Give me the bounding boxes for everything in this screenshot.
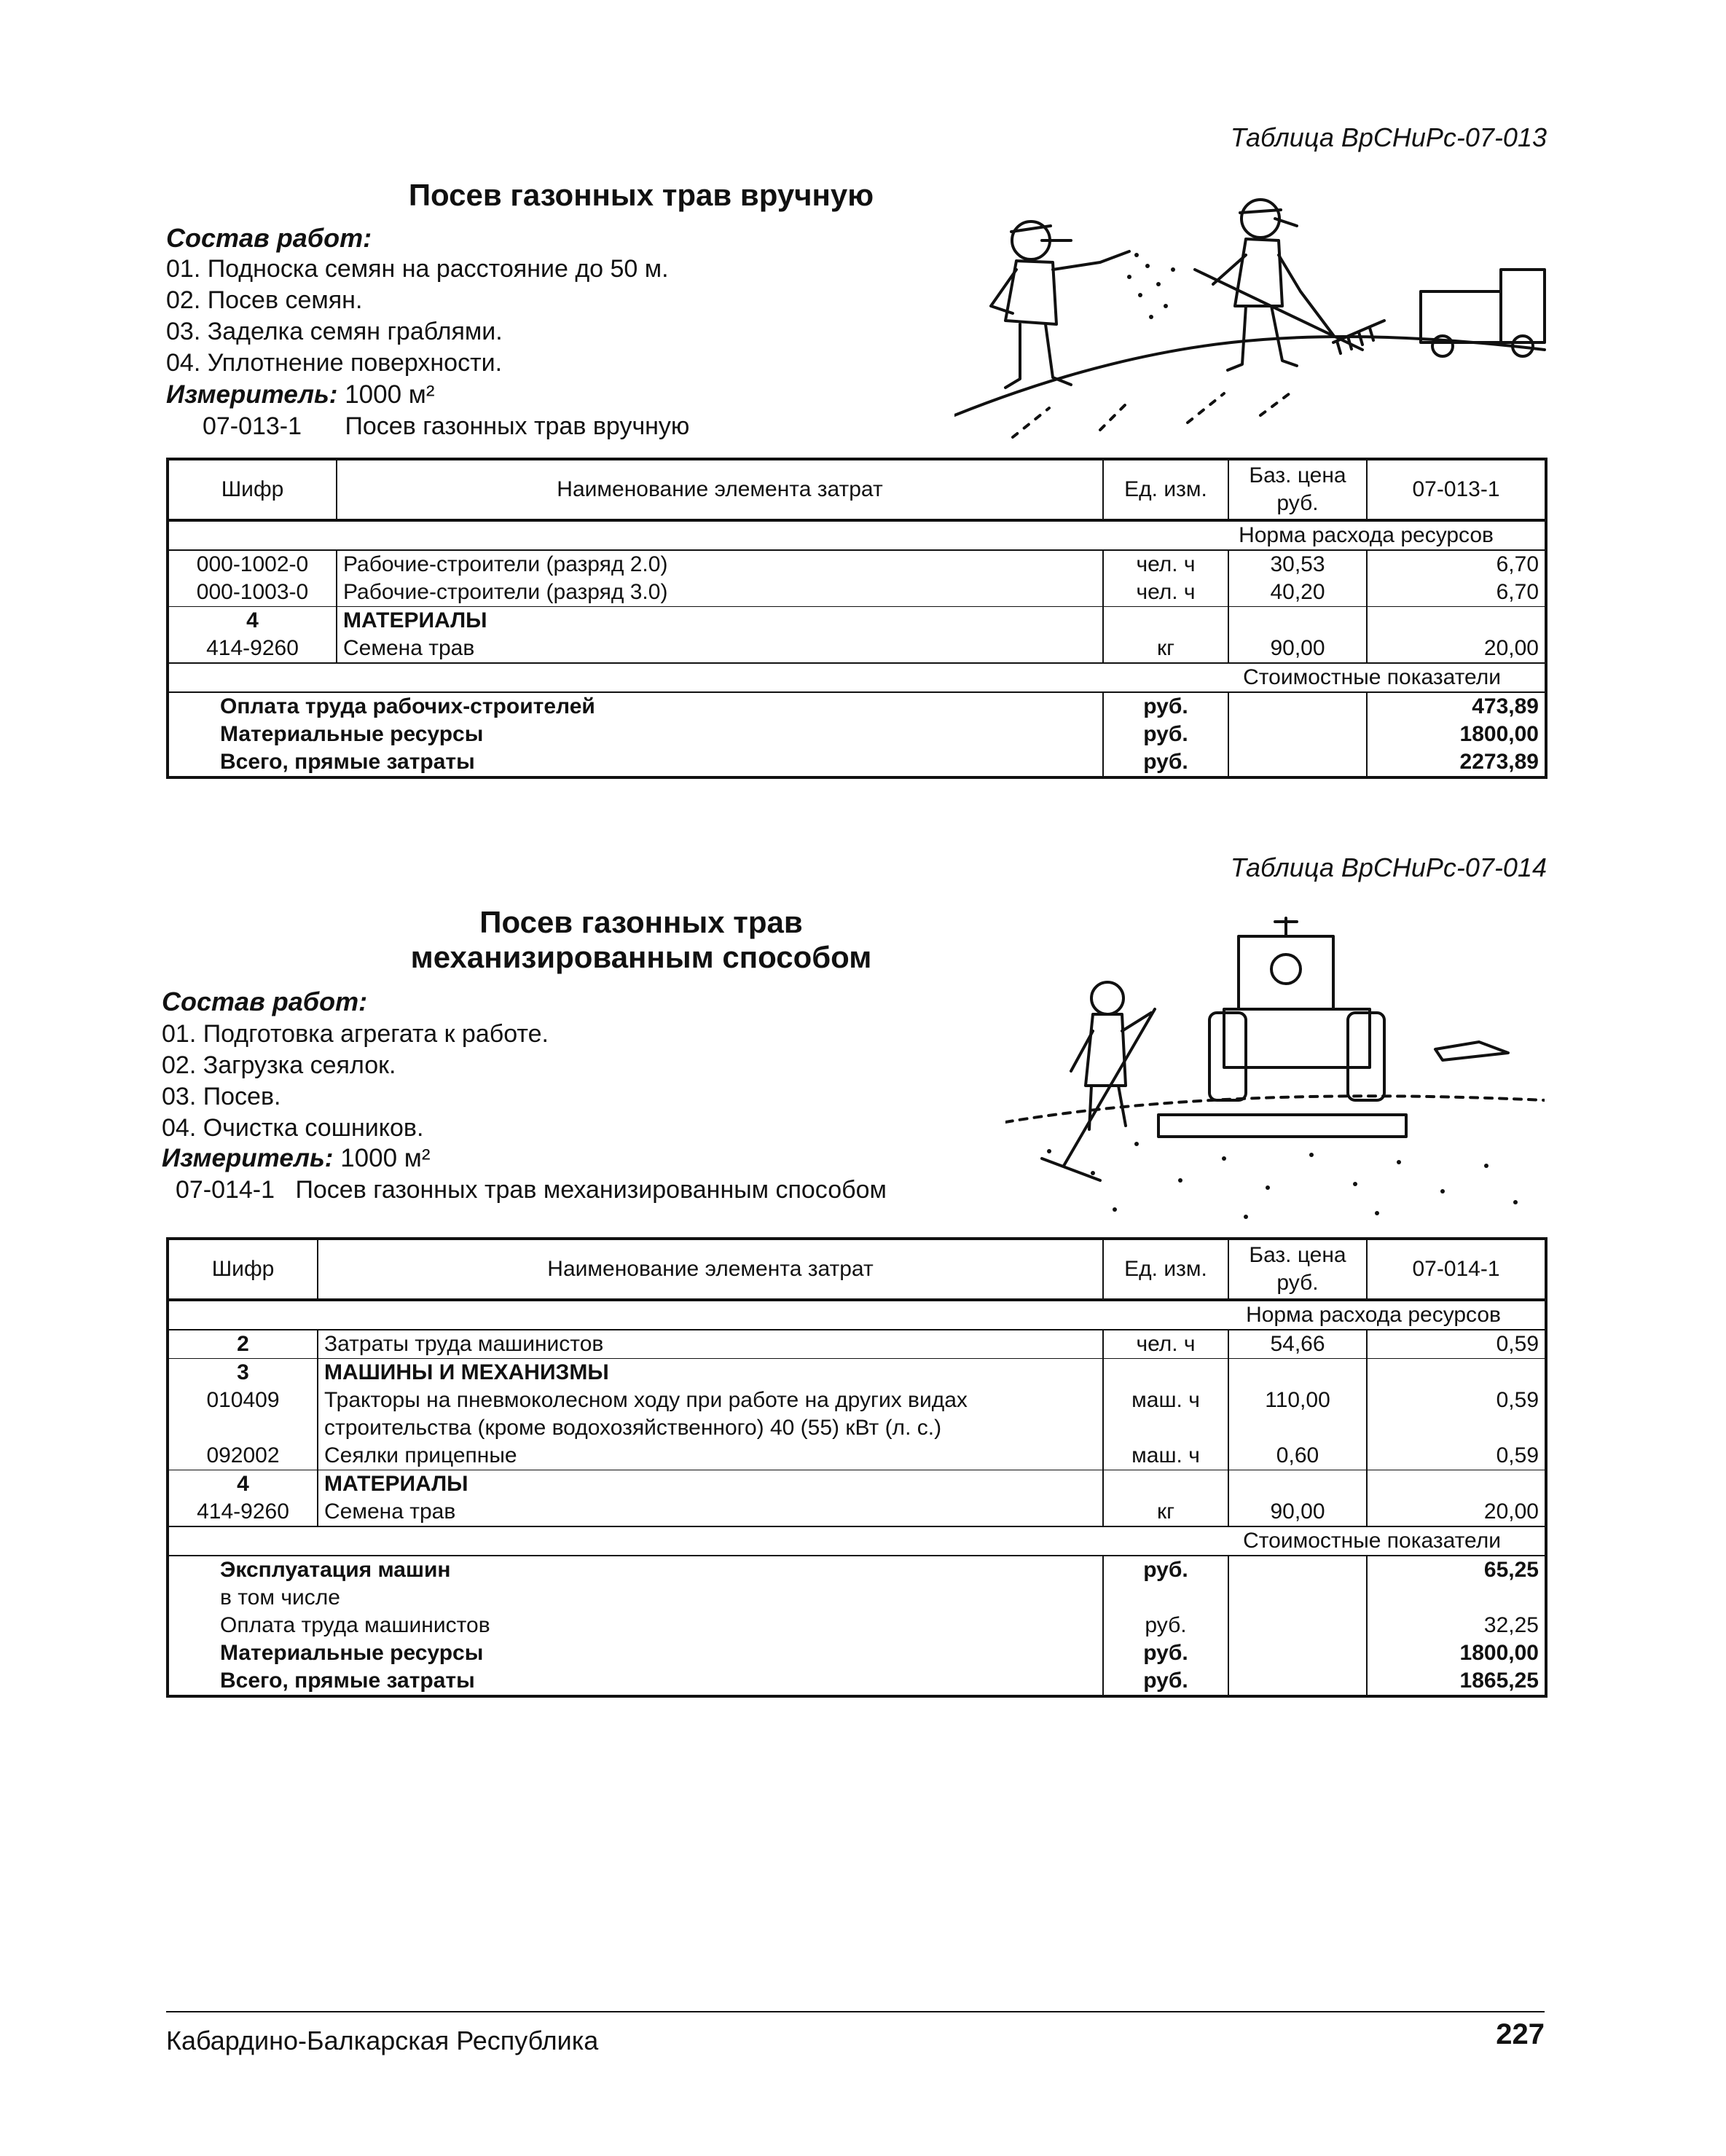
section-row-cost	[168, 1526, 1546, 1556]
norm-code-name: Посев газонных трав вручную	[345, 412, 690, 440]
cost-value: 1800,00	[1367, 1639, 1546, 1667]
header-price: Баз. цена руб.	[1228, 1239, 1367, 1300]
header-price: Баз. цена руб.	[1228, 459, 1367, 520]
cell-unit: чел. ч	[1103, 550, 1228, 579]
cost-price-empty	[1228, 1584, 1367, 1612]
cell-unit: чел. ч	[1103, 1330, 1228, 1359]
cell-value	[1367, 1470, 1546, 1499]
table-ref-07-014: Таблица ВрСНиРс-07-014	[1230, 852, 1547, 882]
cell-value: 20,00	[1367, 635, 1546, 663]
work-step: 02. Посев семян.	[166, 286, 363, 314]
cell-name: Затраты труда машинистов	[318, 1330, 1103, 1359]
header-shifr: Шифр	[168, 1239, 318, 1300]
footer-divider	[166, 2011, 1545, 2012]
cost-table-07-014	[166, 1237, 1547, 1698]
cost-row	[168, 1639, 1546, 1667]
cost-price-empty	[1228, 692, 1367, 721]
cell-price: 0,60	[1228, 1442, 1367, 1470]
measure-value: 1000 м²	[345, 380, 435, 409]
cost-unit: руб.	[1103, 1639, 1228, 1667]
section-title-mechanized-2: механизированным способом	[410, 940, 872, 974]
cell-price: 90,00	[1228, 1498, 1367, 1526]
cost-value: 32,25	[1367, 1612, 1546, 1639]
cost-unit	[1103, 1584, 1228, 1612]
work-steps-list	[162, 1019, 549, 1144]
header-name: Наименование элемента затрат	[318, 1239, 1103, 1300]
cell-price: 110,00	[1228, 1387, 1367, 1442]
work-composition-label: Состав работ:	[162, 987, 368, 1016]
cost-price-empty	[1228, 1639, 1367, 1667]
cost-value: 65,25	[1367, 1556, 1546, 1584]
table-row	[168, 1442, 1546, 1470]
cost-unit: руб.	[1103, 748, 1228, 777]
page-number: 227	[1496, 2018, 1545, 2050]
section-label: Стоимостные показатели	[168, 663, 1546, 692]
cost-value: 473,89	[1367, 692, 1546, 721]
cell-value: 0,59	[1367, 1442, 1546, 1470]
cell-shifr: 092002	[168, 1442, 318, 1470]
cell-value: 6,70	[1367, 550, 1546, 579]
cell-shifr: 414-9260	[168, 1498, 318, 1526]
cost-unit: руб.	[1103, 692, 1228, 721]
norm-code-name: Посев газонных трав механизированным способом	[295, 1176, 887, 1204]
cell-name: Семена трав	[318, 1498, 1103, 1526]
cost-price-empty	[1228, 1612, 1367, 1639]
cell-value	[1367, 607, 1546, 635]
cost-unit: руб.	[1103, 1612, 1228, 1639]
cell-unit: маш. ч	[1103, 1387, 1228, 1442]
measure-unit	[166, 380, 435, 409]
cost-price-empty	[1228, 721, 1367, 748]
section-label: Норма расхода ресурсов	[168, 520, 1546, 550]
cell-shifr: 2	[168, 1330, 318, 1359]
table-row	[168, 635, 1546, 663]
cost-row	[168, 1667, 1546, 1696]
cell-name: Рабочие-строители (разряд 2.0)	[337, 550, 1103, 579]
cost-name: Всего, прямые затраты	[168, 748, 1103, 777]
header-shifr: Шифр	[168, 459, 337, 520]
work-step: 03. Посев.	[162, 1083, 281, 1110]
cell-unit	[1103, 607, 1228, 635]
cost-price-empty	[1228, 1556, 1367, 1584]
header-code: 07-014-1	[1367, 1239, 1546, 1300]
cell-name: МАТЕРИАЛЫ	[318, 1470, 1103, 1499]
cell-name: Семена трав	[337, 635, 1103, 663]
cell-unit: кг	[1103, 1498, 1228, 1526]
cell-name: МАШИНЫ И МЕХАНИЗМЫ	[318, 1359, 1103, 1387]
table-header-row	[168, 459, 1546, 520]
cost-value	[1367, 1584, 1546, 1612]
cost-row	[168, 1584, 1546, 1612]
cell-name: Сеялки прицепные	[318, 1442, 1103, 1470]
cell-unit: чел. ч	[1103, 579, 1228, 607]
cell-price	[1228, 1470, 1367, 1499]
cost-row	[168, 1612, 1546, 1639]
table-row	[168, 1470, 1546, 1499]
table-ref-07-013: Таблица ВрСНиРс-07-013	[1230, 122, 1547, 152]
table-row	[168, 550, 1546, 579]
cell-price: 54,66	[1228, 1330, 1367, 1359]
cost-unit: руб.	[1103, 1667, 1228, 1696]
work-step: 03. Заделка семян граблями.	[166, 318, 503, 345]
cell-name: Рабочие-строители (разряд 3.0)	[337, 579, 1103, 607]
cost-row	[168, 692, 1546, 721]
cell-value: 0,59	[1367, 1330, 1546, 1359]
work-step: 01. Подноска семян на расстояние до 50 м.	[166, 255, 669, 283]
section-title-manual: Посев газонных трав вручную	[408, 178, 874, 212]
work-composition-label: Состав работ:	[166, 223, 372, 253]
section-row-cost	[168, 663, 1546, 692]
cost-row	[168, 748, 1546, 777]
cell-price	[1228, 1359, 1367, 1387]
section-label: Норма расхода ресурсов	[168, 1300, 1546, 1330]
cell-shifr: 000-1003-0	[168, 579, 337, 607]
header-code: 07-013-1	[1367, 459, 1546, 520]
cell-value: 0,59	[1367, 1387, 1546, 1442]
table-row	[168, 579, 1546, 607]
cost-name: Оплата труда машинистов	[168, 1612, 1103, 1639]
cell-shifr: 414-9260	[168, 635, 337, 663]
sowing-workers-illustration	[954, 197, 1552, 444]
cell-shifr: 4	[168, 1470, 318, 1499]
footer-region: Кабардино-Балкарская Республика	[166, 2026, 599, 2055]
cell-unit: маш. ч	[1103, 1442, 1228, 1470]
cost-name: в том числе	[168, 1584, 1103, 1612]
cost-name: Всего, прямые затраты	[168, 1667, 1103, 1696]
cell-shifr: 010409	[168, 1387, 318, 1442]
cost-name: Эксплуатация машин	[168, 1556, 1103, 1584]
cell-price: 30,53	[1228, 550, 1367, 579]
table-row	[168, 1359, 1546, 1387]
work-step: 02. Загрузка сеялок.	[162, 1051, 396, 1079]
measure-label: Измеритель:	[162, 1144, 334, 1172]
section-label: Стоимостные показатели	[168, 1526, 1546, 1556]
norm-code: 07-014-1	[175, 1176, 275, 1204]
section-row-norma	[168, 520, 1546, 550]
cost-unit: руб.	[1103, 721, 1228, 748]
cell-shifr: 3	[168, 1359, 318, 1387]
cell-unit: кг	[1103, 635, 1228, 663]
norm-code-line	[162, 1176, 887, 1204]
cell-value: 6,70	[1367, 579, 1546, 607]
cell-name: Тракторы на пневмоколесном ходу при работе на других видах строительства (кроме водохозяйственного) 40 (55) кВт (л. с.)	[318, 1387, 1103, 1442]
work-step: 04. Уплотнение поверхности.	[166, 349, 503, 377]
cost-name: Материальные ресурсы	[168, 1639, 1103, 1667]
header-name: Наименование элемента затрат	[337, 459, 1103, 520]
measure-unit	[162, 1144, 431, 1173]
cost-row	[168, 721, 1546, 748]
table-row	[168, 1498, 1546, 1526]
work-step: 01. Подготовка агрегата к работе.	[162, 1020, 549, 1048]
cell-shifr: 4	[168, 607, 337, 635]
cost-unit: руб.	[1103, 1556, 1228, 1584]
section-title-mechanized-1: Посев газонных трав	[479, 905, 803, 939]
header-unit: Ед. изм.	[1103, 459, 1228, 520]
cell-unit	[1103, 1359, 1228, 1387]
norm-code-line	[166, 412, 689, 441]
section-row-norma	[168, 1300, 1546, 1330]
cost-value: 1800,00	[1367, 721, 1546, 748]
cell-unit	[1103, 1470, 1228, 1499]
table-header-row	[168, 1239, 1546, 1300]
cost-value: 2273,89	[1367, 748, 1546, 777]
norm-code: 07-013-1	[202, 412, 302, 440]
cost-price-empty	[1228, 1667, 1367, 1696]
measure-value: 1000 м²	[340, 1144, 431, 1172]
cost-price-empty	[1228, 748, 1367, 777]
cell-price: 40,20	[1228, 579, 1367, 607]
cell-price: 90,00	[1228, 635, 1367, 663]
work-step: 04. Очистка сошников.	[162, 1114, 424, 1142]
cell-value	[1367, 1359, 1546, 1387]
cell-name: МАТЕРИАЛЫ	[337, 607, 1103, 635]
header-unit: Ед. изм.	[1103, 1239, 1228, 1300]
cell-shifr: 000-1002-0	[168, 550, 337, 579]
tractor-seeder-illustration	[1005, 903, 1545, 1239]
table-row	[168, 1387, 1546, 1442]
cost-name: Материальные ресурсы	[168, 721, 1103, 748]
cost-row	[168, 1556, 1546, 1584]
work-steps-list	[166, 254, 669, 379]
table-row	[168, 607, 1546, 635]
cell-value: 20,00	[1367, 1498, 1546, 1526]
cell-price	[1228, 607, 1367, 635]
cost-table-07-013	[166, 458, 1547, 779]
cost-name: Оплата труда рабочих-строителей	[168, 692, 1103, 721]
measure-label: Измеритель:	[166, 380, 338, 409]
cost-value: 1865,25	[1367, 1667, 1546, 1696]
table-row	[168, 1330, 1546, 1359]
